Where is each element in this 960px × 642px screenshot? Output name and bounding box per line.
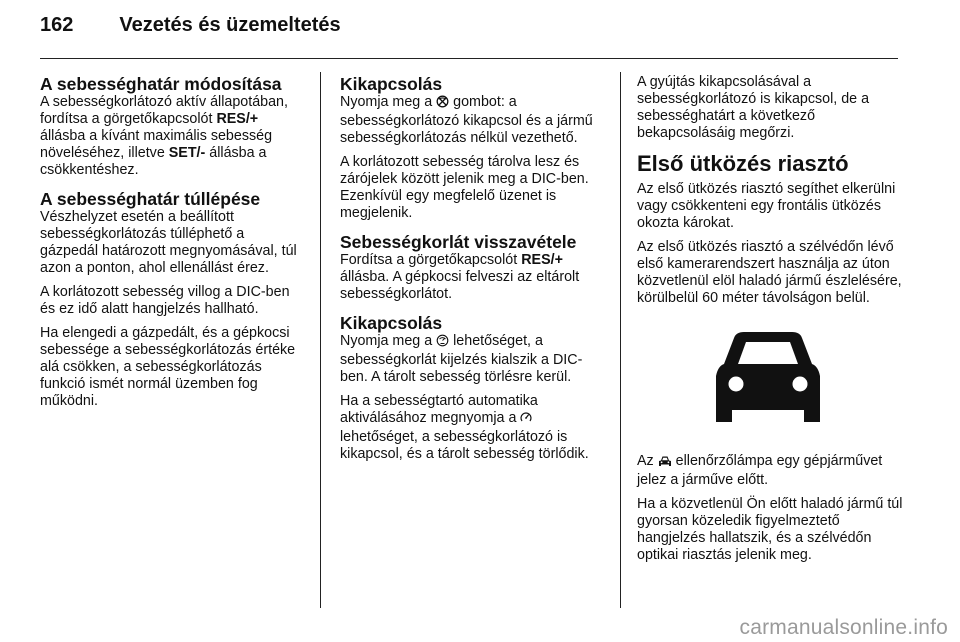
speed-limiter-off-icon	[436, 95, 449, 113]
column-divider-1	[320, 72, 321, 608]
section-resume-limit	[340, 232, 604, 303]
paragraph: Vészhelyzet esetén a beállított sebességkorlátozás túlléphető a gázpedál határozott megnyomásával, túl azon a ponton, ahol ellenállást érez.	[40, 209, 297, 276]
paragraph	[637, 453, 903, 489]
text: állásba. A gépkocsi felveszi az eltárolt sebességkorlátot.	[340, 269, 580, 302]
text: Ha a sebességtartó automatika aktiválásához megnyomja a	[340, 393, 538, 426]
paragraph	[340, 393, 604, 463]
text: állásba a csökkentéshez.	[40, 145, 267, 178]
paragraph: A korlátozott sebesség tárolva lesz és zárójelek között jelenik meg a DIC-ben. Ezenkívül egy megfelelő üzenet is megjelenik.	[340, 154, 589, 221]
text: állásba a kívánt maximális sebesség növeléséhez, illetve	[40, 128, 273, 161]
car-front-warning-icon	[658, 455, 672, 472]
res-plus-label: RES/+	[521, 252, 563, 268]
section-title: Kikapcsolás	[340, 74, 443, 94]
paragraph: Ha a közvetlenül Ön előtt haladó jármű túl gyorsan közeledik figyelmeztető hangjelzés hallatszik, és a szélvédőn optikai riasztás jelenik meg.	[637, 496, 903, 563]
set-minus-label: SET/-	[168, 145, 206, 161]
paragraph	[340, 94, 604, 147]
section-title: A sebességhatár túllépése	[40, 189, 261, 209]
text: gombot: a sebességkorlátozó kikapcsol és a jármű sebességkorlátozás nélkül vezethető.	[340, 94, 593, 146]
paragraph: Az első ütközés riasztó segíthet elkerülni vagy csökkenteni egy frontális ütközés okozta károkat.	[637, 181, 896, 231]
column-1	[40, 74, 302, 417]
section-title: Kikapcsolás	[340, 313, 443, 333]
paragraph: A korlátozott sebesség villog a DIC-ben és ez idő alatt hangjelzés hallható.	[40, 284, 290, 317]
text: A sebességkorlátozó aktív állapotában, fordítsa a görgetőkapcsolót	[40, 94, 288, 127]
paragraph: Ha elengedi a gázpedált, és a gépkocsi sebessége a sebességkorlátozás értéke alá csökken, a sebességkorlátozás funkció ismét normál üzemben fog működni.	[40, 325, 296, 409]
section-switch-off	[340, 74, 604, 222]
paragraph	[40, 94, 302, 179]
section-deactivate	[340, 313, 604, 463]
section-speed-limit-exceed	[40, 189, 302, 410]
section-title: Sebességkorlát visszavétele	[340, 232, 577, 252]
text: lehetőséget, a sebességkorlát kijelzés kialszik a DIC-ben. A tárolt sebesség törlésre kerül.	[340, 333, 583, 385]
paragraph: Az első ütközés riasztó a szélvédőn lévő első kamerarendszert használja az úton közvetlenül elöl haladó jármű észlelésére, körülbelül 60 méter távolságon belül.	[637, 239, 902, 306]
text: lehetőséget, a sebességkorlátozó is kikapcsol, és a tárolt sebesség törlődik.	[340, 429, 589, 462]
cruise-control-icon	[520, 411, 532, 429]
header-rule	[40, 58, 898, 59]
column-divider-2	[620, 72, 621, 608]
text: Nyomja meg a	[340, 333, 437, 349]
column-3	[637, 74, 903, 571]
watermark: carmanualsonline.info	[739, 616, 948, 639]
chapter-title: Vezetés és üzemeltetés	[119, 14, 341, 36]
text: Fordítsa a görgetőkapcsolót	[340, 252, 522, 268]
paragraph: A gyújtás kikapcsolásával a sebességkorlátozó is kikapcsol, de a sebességhatárt a következő bekapcsolásáig megőrzi.	[637, 74, 870, 141]
car-front-illustration	[637, 317, 899, 439]
text: Az	[637, 453, 658, 469]
page-number: 162	[40, 14, 74, 36]
section-title: A sebességhatár módosítása	[40, 74, 282, 94]
text: Nyomja meg a	[340, 94, 437, 110]
page-header	[40, 14, 341, 48]
column-2	[340, 74, 604, 470]
res-plus-label: RES/+	[216, 111, 259, 127]
paragraph	[340, 252, 604, 303]
text: ellenőrzőlámpa egy gépjárművet jelez a járműve előtt.	[637, 453, 883, 488]
cancel-icon	[436, 334, 449, 352]
section-speed-limit-change	[40, 74, 302, 179]
paragraph	[340, 333, 604, 386]
section-title-forward-collision-alert: Első ütközés riasztó	[637, 151, 849, 176]
car-front-icon	[704, 328, 832, 428]
